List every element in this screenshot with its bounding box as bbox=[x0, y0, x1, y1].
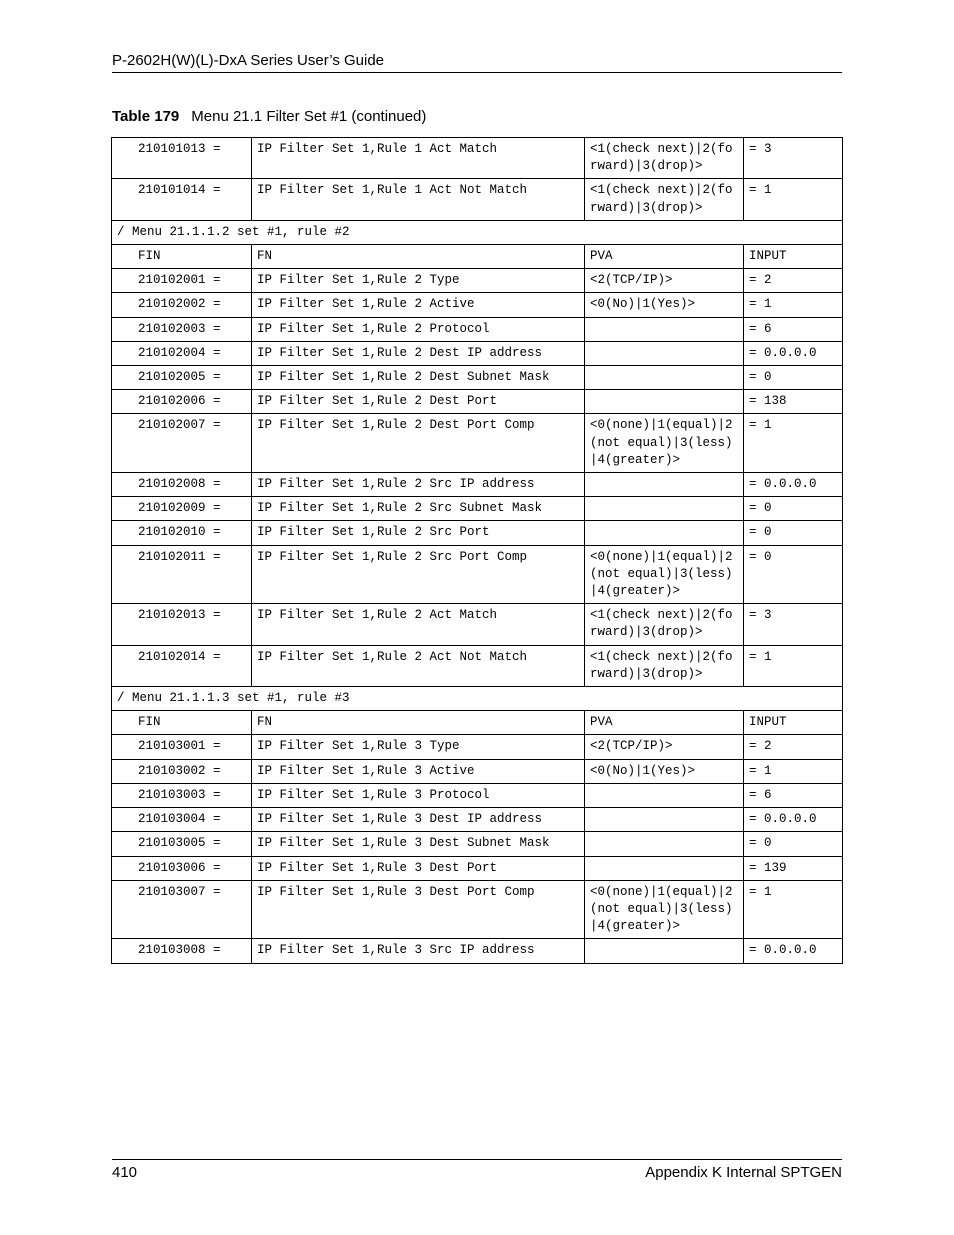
input-cell: = 0 bbox=[744, 497, 843, 521]
input-cell: = 1 bbox=[744, 880, 843, 939]
fin-cell: 210103007 = bbox=[112, 880, 252, 939]
fin-cell: 210102001 = bbox=[112, 269, 252, 293]
input-cell: = 0.0.0.0 bbox=[744, 939, 843, 963]
section-row bbox=[112, 687, 843, 711]
fin-cell: 210102002 = bbox=[112, 293, 252, 317]
input-cell: = 0 bbox=[744, 366, 843, 390]
page-header bbox=[112, 50, 842, 73]
pva-cell: <0(none)|1(equal)|2(not equal)|3(less)|4(greater)> bbox=[585, 880, 744, 939]
input-cell: = 6 bbox=[744, 317, 843, 341]
fin-cell: 210102005 = bbox=[112, 366, 252, 390]
input-cell: = 2 bbox=[744, 735, 843, 759]
table-row bbox=[112, 545, 843, 604]
fn-cell: IP Filter Set 1,Rule 3 Type bbox=[252, 735, 585, 759]
guide-title: P-2602H(W)(L)-DxA Series User’s Guide bbox=[112, 52, 385, 69]
table-row bbox=[112, 414, 843, 473]
fn-cell: IP Filter Set 1,Rule 1 Act Match bbox=[252, 138, 585, 179]
pva-cell bbox=[585, 783, 744, 807]
fin-cell: 210101013 = bbox=[112, 138, 252, 179]
table-row bbox=[112, 269, 843, 293]
fin-cell: 210103004 = bbox=[112, 808, 252, 832]
fin-cell: 210102010 = bbox=[112, 521, 252, 545]
table-row bbox=[112, 832, 843, 856]
table-row bbox=[112, 604, 843, 645]
input-cell: = 0.0.0.0 bbox=[744, 808, 843, 832]
table-row bbox=[112, 138, 843, 179]
table-number: Table 179 bbox=[112, 108, 180, 125]
fn-cell: IP Filter Set 1,Rule 2 Dest Port Comp bbox=[252, 414, 585, 473]
fin-cell: 210102003 = bbox=[112, 317, 252, 341]
input-cell: INPUT bbox=[744, 711, 843, 735]
fin-cell: FIN bbox=[112, 245, 252, 269]
table-row bbox=[112, 390, 843, 414]
fin-cell: 210103003 = bbox=[112, 783, 252, 807]
table-row bbox=[112, 735, 843, 759]
table-row bbox=[112, 341, 843, 365]
fin-cell: 210102014 = bbox=[112, 645, 252, 686]
fn-cell: IP Filter Set 1,Rule 2 Dest Subnet Mask bbox=[252, 366, 585, 390]
fn-cell: IP Filter Set 1,Rule 2 Src IP address bbox=[252, 473, 585, 497]
fin-cell: 210102007 = bbox=[112, 414, 252, 473]
pva-cell: <1(check next)|2(forward)|3(drop)> bbox=[585, 179, 744, 220]
table-row bbox=[112, 759, 843, 783]
pva-cell: <0(none)|1(equal)|2(not equal)|3(less)|4(greater)> bbox=[585, 414, 744, 473]
pva-cell: <2(TCP/IP)> bbox=[585, 735, 744, 759]
fn-cell: IP Filter Set 1,Rule 3 Dest IP address bbox=[252, 808, 585, 832]
fn-cell: IP Filter Set 1,Rule 3 Src IP address bbox=[252, 939, 585, 963]
pva-cell: <0(No)|1(Yes)> bbox=[585, 759, 744, 783]
pva-cell bbox=[585, 521, 744, 545]
fin-cell: 210102013 = bbox=[112, 604, 252, 645]
table-row bbox=[112, 293, 843, 317]
table-row bbox=[112, 473, 843, 497]
input-cell: = 0.0.0.0 bbox=[744, 473, 843, 497]
fin-cell: FIN bbox=[112, 711, 252, 735]
fin-cell: 210101014 = bbox=[112, 179, 252, 220]
pva-cell bbox=[585, 317, 744, 341]
pva-cell: PVA bbox=[585, 245, 744, 269]
fn-cell: IP Filter Set 1,Rule 3 Active bbox=[252, 759, 585, 783]
input-cell: = 3 bbox=[744, 604, 843, 645]
table-row bbox=[112, 317, 843, 341]
input-cell: = 1 bbox=[744, 414, 843, 473]
fn-cell: FN bbox=[252, 711, 585, 735]
fin-cell: 210103001 = bbox=[112, 735, 252, 759]
table-row bbox=[112, 179, 843, 220]
pva-cell: PVA bbox=[585, 711, 744, 735]
pva-cell bbox=[585, 366, 744, 390]
filter-set-table bbox=[111, 137, 843, 964]
fn-cell: IP Filter Set 1,Rule 2 Src Port bbox=[252, 521, 585, 545]
fin-cell: 210102004 = bbox=[112, 341, 252, 365]
fn-cell: IP Filter Set 1,Rule 2 Src Port Comp bbox=[252, 545, 585, 604]
fn-cell: IP Filter Set 1,Rule 1 Act Not Match bbox=[252, 179, 585, 220]
table-row bbox=[112, 880, 843, 939]
fn-cell: IP Filter Set 1,Rule 2 Type bbox=[252, 269, 585, 293]
fn-cell: IP Filter Set 1,Rule 3 Dest Port Comp bbox=[252, 880, 585, 939]
fin-cell: 210103002 = bbox=[112, 759, 252, 783]
input-cell: = 139 bbox=[744, 856, 843, 880]
table-row bbox=[112, 939, 843, 963]
fn-cell: IP Filter Set 1,Rule 2 Protocol bbox=[252, 317, 585, 341]
fin-cell: 210103005 = bbox=[112, 832, 252, 856]
pva-cell bbox=[585, 497, 744, 521]
fn-cell: IP Filter Set 1,Rule 2 Dest IP address bbox=[252, 341, 585, 365]
pva-cell: <2(TCP/IP)> bbox=[585, 269, 744, 293]
pva-cell: <1(check next)|2(forward)|3(drop)> bbox=[585, 645, 744, 686]
table-row bbox=[112, 366, 843, 390]
input-cell: = 2 bbox=[744, 269, 843, 293]
appendix-title: Appendix K Internal SPTGEN bbox=[645, 1164, 842, 1181]
fin-cell: 210103008 = bbox=[112, 939, 252, 963]
table-row bbox=[112, 497, 843, 521]
input-cell: = 0.0.0.0 bbox=[744, 341, 843, 365]
pva-cell bbox=[585, 473, 744, 497]
fin-cell: 210102009 = bbox=[112, 497, 252, 521]
table-caption bbox=[112, 108, 426, 125]
section-title: / Menu 21.1.1.3 set #1, rule #3 bbox=[112, 687, 843, 711]
fn-cell: IP Filter Set 1,Rule 3 Dest Port bbox=[252, 856, 585, 880]
table-row bbox=[112, 783, 843, 807]
input-cell: = 6 bbox=[744, 783, 843, 807]
input-cell: = 0 bbox=[744, 545, 843, 604]
fin-cell: 210103006 = bbox=[112, 856, 252, 880]
fin-cell: 210102011 = bbox=[112, 545, 252, 604]
fn-cell: IP Filter Set 1,Rule 2 Act Match bbox=[252, 604, 585, 645]
input-cell: = 3 bbox=[744, 138, 843, 179]
pva-cell bbox=[585, 939, 744, 963]
section-row bbox=[112, 220, 843, 244]
fn-cell: IP Filter Set 1,Rule 3 Protocol bbox=[252, 783, 585, 807]
table-row bbox=[112, 856, 843, 880]
fn-cell: IP Filter Set 1,Rule 2 Dest Port bbox=[252, 390, 585, 414]
pva-cell bbox=[585, 390, 744, 414]
pva-cell: <0(none)|1(equal)|2(not equal)|3(less)|4(greater)> bbox=[585, 545, 744, 604]
table-title: Menu 21.1 Filter Set #1 (continued) bbox=[191, 108, 427, 125]
section-title: / Menu 21.1.1.2 set #1, rule #2 bbox=[112, 220, 843, 244]
column-header-row bbox=[112, 711, 843, 735]
table-row bbox=[112, 521, 843, 545]
input-cell: = 0 bbox=[744, 521, 843, 545]
pva-cell bbox=[585, 341, 744, 365]
column-header-row bbox=[112, 245, 843, 269]
table-row bbox=[112, 808, 843, 832]
input-cell: = 0 bbox=[744, 832, 843, 856]
table-row bbox=[112, 645, 843, 686]
input-cell: INPUT bbox=[744, 245, 843, 269]
input-cell: = 138 bbox=[744, 390, 843, 414]
fn-cell: IP Filter Set 1,Rule 2 Act Not Match bbox=[252, 645, 585, 686]
fn-cell: IP Filter Set 1,Rule 2 Active bbox=[252, 293, 585, 317]
fin-cell: 210102006 = bbox=[112, 390, 252, 414]
pva-cell: <0(No)|1(Yes)> bbox=[585, 293, 744, 317]
fn-cell: FN bbox=[252, 245, 585, 269]
fin-cell: 210102008 = bbox=[112, 473, 252, 497]
filter-table-body bbox=[112, 138, 843, 964]
pva-cell bbox=[585, 808, 744, 832]
fn-cell: IP Filter Set 1,Rule 2 Src Subnet Mask bbox=[252, 497, 585, 521]
pva-cell: <1(check next)|2(forward)|3(drop)> bbox=[585, 604, 744, 645]
page-footer bbox=[112, 1159, 842, 1184]
page-number: 410 bbox=[112, 1164, 138, 1181]
pva-cell bbox=[585, 856, 744, 880]
input-cell: = 1 bbox=[744, 179, 843, 220]
pva-cell: <1(check next)|2(forward)|3(drop)> bbox=[585, 138, 744, 179]
pva-cell bbox=[585, 832, 744, 856]
input-cell: = 1 bbox=[744, 759, 843, 783]
fn-cell: IP Filter Set 1,Rule 3 Dest Subnet Mask bbox=[252, 832, 585, 856]
input-cell: = 1 bbox=[744, 645, 843, 686]
input-cell: = 1 bbox=[744, 293, 843, 317]
